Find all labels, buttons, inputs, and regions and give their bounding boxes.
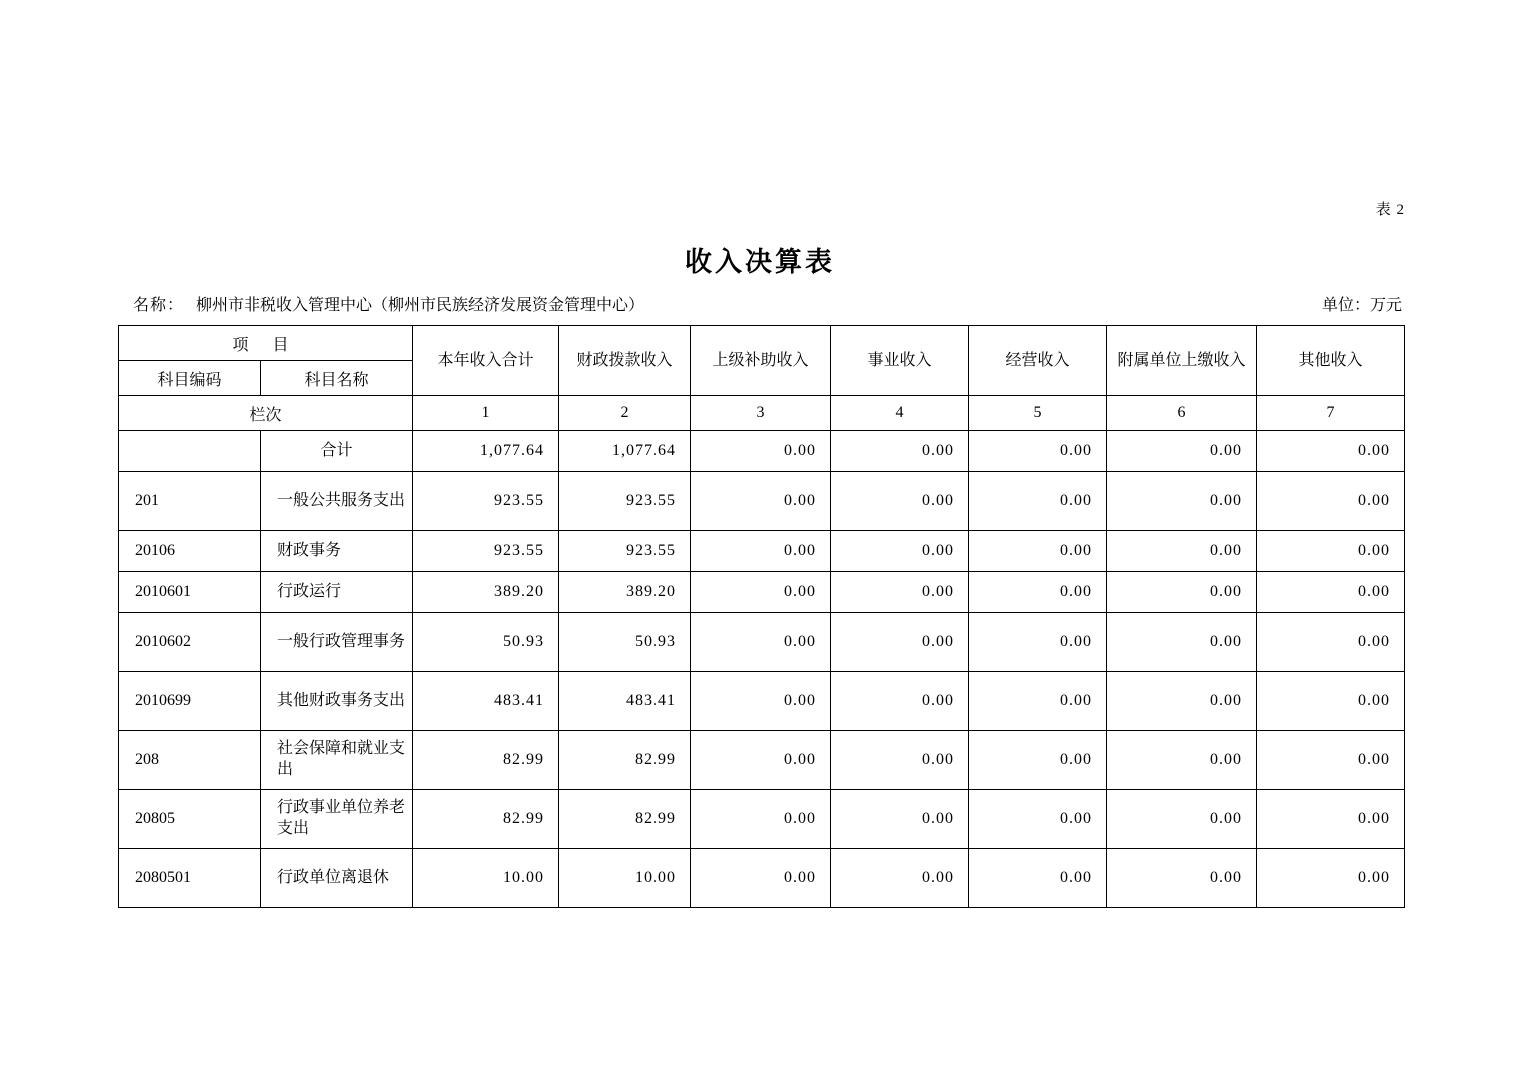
cell-subject-code: 2010699 — [119, 672, 261, 731]
header-item-group: 项 目 — [119, 326, 413, 361]
cell-value-col-1: 82.99 — [413, 790, 559, 849]
table-row — [119, 572, 1405, 613]
cell-value-col-5: 0.00 — [969, 849, 1107, 908]
cell-value-col-6: 0.00 — [1107, 572, 1257, 613]
header-column-2: 财政拨款收入 — [559, 326, 691, 396]
lane-number-3: 3 — [691, 396, 831, 431]
table-lane-row — [119, 396, 1405, 431]
cell-value-col-4: 0.00 — [831, 849, 969, 908]
lane-number-6: 6 — [1107, 396, 1257, 431]
cell-value-col-4: 0.00 — [831, 790, 969, 849]
cell-subject-name: 一般公共服务支出 — [261, 472, 413, 531]
cell-subject-name: 财政事务 — [261, 531, 413, 572]
cell-value-col-5: 0.00 — [969, 672, 1107, 731]
cell-value-col-4: 0.00 — [831, 731, 969, 790]
table-header-row-1 — [119, 326, 1405, 361]
cell-subject-code: 2080501 — [119, 849, 261, 908]
cell-value-col-1: 389.20 — [413, 572, 559, 613]
unit-label: 单位：万元 — [1321, 297, 1402, 314]
cell-value-col-2: 923.55 — [559, 531, 691, 572]
cell-subject-code: 201 — [119, 472, 261, 531]
cell-value-col-5: 0.00 — [969, 572, 1107, 613]
cell-value-col-7: 0.00 — [1257, 431, 1405, 472]
cell-value-col-5: 0.00 — [969, 531, 1107, 572]
cell-value-col-1: 50.93 — [413, 613, 559, 672]
table-row — [119, 613, 1405, 672]
table-row — [119, 472, 1405, 531]
cell-value-col-5: 0.00 — [969, 790, 1107, 849]
lane-number-4: 4 — [831, 396, 969, 431]
page-title: 收入决算表 — [685, 247, 835, 277]
cell-subject-code — [119, 431, 261, 472]
cell-value-col-6: 0.00 — [1107, 431, 1257, 472]
cell-value-col-1: 923.55 — [413, 531, 559, 572]
lane-number-2: 2 — [559, 396, 691, 431]
cell-subject-code: 20805 — [119, 790, 261, 849]
cell-value-col-2: 82.99 — [559, 731, 691, 790]
cell-value-col-6: 0.00 — [1107, 531, 1257, 572]
table-row — [119, 790, 1405, 849]
header-column-4: 事业收入 — [831, 326, 969, 396]
cell-value-col-6: 0.00 — [1107, 613, 1257, 672]
cell-value-col-4: 0.00 — [831, 472, 969, 531]
cell-subject-name: 合计 — [261, 431, 413, 472]
cell-value-col-3: 0.00 — [691, 849, 831, 908]
header-column-6: 附属单位上缴收入 — [1107, 326, 1257, 396]
cell-subject-code: 208 — [119, 731, 261, 790]
cell-value-col-2: 483.41 — [559, 672, 691, 731]
cell-value-col-4: 0.00 — [831, 613, 969, 672]
cell-value-col-3: 0.00 — [691, 672, 831, 731]
meta-row — [118, 292, 1402, 316]
lane-number-7: 7 — [1257, 396, 1405, 431]
cell-value-col-3: 0.00 — [691, 472, 831, 531]
cell-subject-code: 20106 — [119, 531, 261, 572]
table-row — [119, 431, 1405, 472]
cell-value-col-7: 0.00 — [1257, 790, 1405, 849]
entity-name-value: 柳州市非税收入管理中心（柳州市民族经济发展资金管理中心） — [196, 297, 645, 314]
cell-subject-name: 社会保障和就业支出 — [261, 731, 413, 790]
sheet-number: 表 2 — [1375, 202, 1405, 218]
lane-number-5: 5 — [969, 396, 1107, 431]
cell-value-col-2: 923.55 — [559, 472, 691, 531]
cell-value-col-1: 1,077.64 — [413, 431, 559, 472]
table-row — [119, 849, 1405, 908]
cell-value-col-2: 1,077.64 — [559, 431, 691, 472]
cell-subject-name: 一般行政管理事务 — [261, 613, 413, 672]
table-row — [119, 672, 1405, 731]
cell-value-col-4: 0.00 — [831, 431, 969, 472]
table-row — [119, 731, 1405, 790]
header-column-3: 上级补助收入 — [691, 326, 831, 396]
cell-value-col-6: 0.00 — [1107, 849, 1257, 908]
cell-value-col-5: 0.00 — [969, 731, 1107, 790]
table-row — [119, 531, 1405, 572]
header-column-1: 本年收入合计 — [413, 326, 559, 396]
cell-value-col-1: 483.41 — [413, 672, 559, 731]
cell-value-col-3: 0.00 — [691, 531, 831, 572]
cell-value-col-3: 0.00 — [691, 431, 831, 472]
cell-value-col-2: 82.99 — [559, 790, 691, 849]
header-column-7: 其他收入 — [1257, 326, 1405, 396]
cell-value-col-1: 82.99 — [413, 731, 559, 790]
cell-value-col-3: 0.00 — [691, 572, 831, 613]
entity-name — [133, 292, 644, 315]
lane-label: 栏次 — [119, 396, 413, 431]
cell-value-col-7: 0.00 — [1257, 472, 1405, 531]
cell-subject-name: 行政事业单位养老支出 — [261, 790, 413, 849]
cell-value-col-3: 0.00 — [691, 731, 831, 790]
header-subject-code: 科目编码 — [119, 361, 261, 396]
cell-value-col-7: 0.00 — [1257, 531, 1405, 572]
lane-number-1: 1 — [413, 396, 559, 431]
header-column-5: 经营收入 — [969, 326, 1107, 396]
cell-value-col-4: 0.00 — [831, 531, 969, 572]
cell-value-col-6: 0.00 — [1107, 731, 1257, 790]
cell-value-col-2: 50.93 — [559, 613, 691, 672]
cell-value-col-4: 0.00 — [831, 572, 969, 613]
cell-value-col-1: 10.00 — [413, 849, 559, 908]
cell-value-col-5: 0.00 — [969, 613, 1107, 672]
cell-subject-name: 行政运行 — [261, 572, 413, 613]
cell-value-col-6: 0.00 — [1107, 472, 1257, 531]
cell-subject-code: 2010601 — [119, 572, 261, 613]
cell-value-col-7: 0.00 — [1257, 613, 1405, 672]
entity-name-label: 名称： — [133, 297, 185, 314]
header-subject-name: 科目名称 — [261, 361, 413, 396]
cell-value-col-7: 0.00 — [1257, 572, 1405, 613]
cell-value-col-1: 923.55 — [413, 472, 559, 531]
cell-value-col-3: 0.00 — [691, 613, 831, 672]
cell-value-col-6: 0.00 — [1107, 672, 1257, 731]
cell-value-col-7: 0.00 — [1257, 672, 1405, 731]
cell-subject-name: 行政单位离退休 — [261, 849, 413, 908]
cell-value-col-4: 0.00 — [831, 672, 969, 731]
cell-value-col-5: 0.00 — [969, 431, 1107, 472]
cell-subject-name: 其他财政事务支出 — [261, 672, 413, 731]
cell-value-col-2: 389.20 — [559, 572, 691, 613]
cell-subject-code: 2010602 — [119, 613, 261, 672]
income-final-accounts-table — [118, 325, 1405, 908]
cell-value-col-5: 0.00 — [969, 472, 1107, 531]
cell-value-col-7: 0.00 — [1257, 849, 1405, 908]
cell-value-col-6: 0.00 — [1107, 790, 1257, 849]
cell-value-col-7: 0.00 — [1257, 731, 1405, 790]
cell-value-col-3: 0.00 — [691, 790, 831, 849]
cell-value-col-2: 10.00 — [559, 849, 691, 908]
